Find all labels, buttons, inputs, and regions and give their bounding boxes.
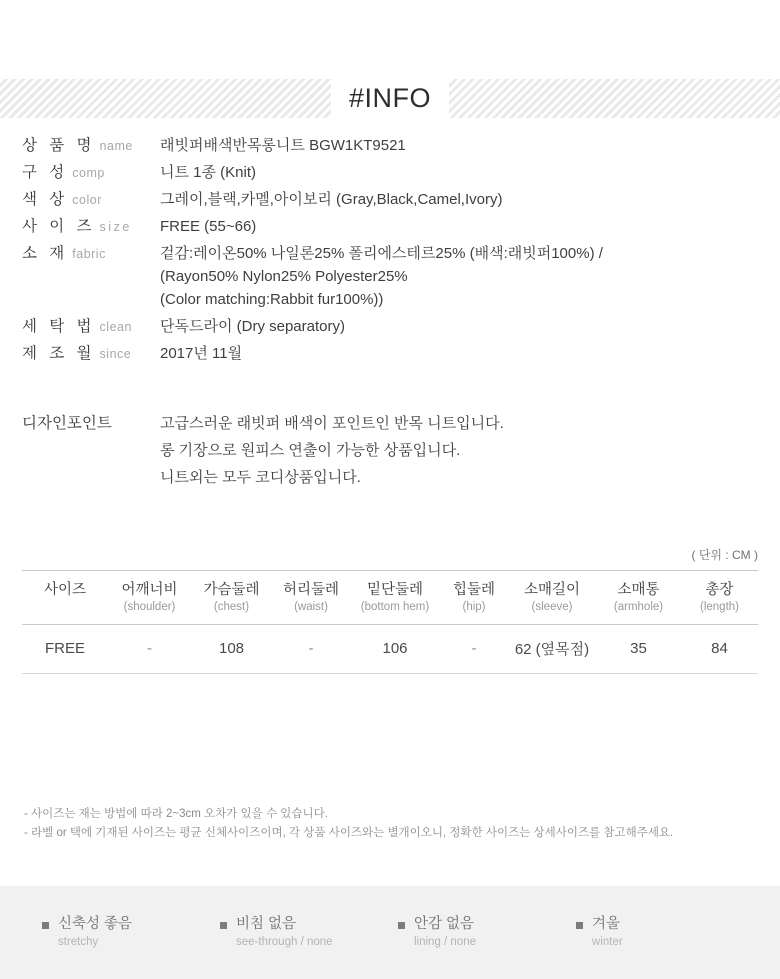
- attribute-label-ko: 비침 없음: [236, 916, 297, 932]
- size-table-header-row: [22, 571, 758, 625]
- spec-label-en: comp: [72, 166, 105, 180]
- col-label-en: (shoulder): [123, 601, 176, 613]
- cell-bottom-hem: 106: [350, 625, 440, 674]
- attribute-label-en: lining / none: [414, 936, 477, 948]
- spec-label-en: size: [99, 220, 132, 234]
- size-unit-note: ( 단위 : CM ): [691, 548, 758, 562]
- design-point-line: 롱 기장으로 원피스 연출이 가능한 상품입니다.: [160, 442, 461, 459]
- col-label-en: (hip): [462, 601, 486, 613]
- spec-value-line: 2017년 11월: [160, 345, 243, 362]
- spec-value-line: 겉감:레이온50% 나일론25% 폴리에스테르25% (배색:래빗퍼100%) /: [160, 245, 603, 262]
- col-label-en: (length): [700, 601, 739, 613]
- note-line: - 라벨 or 택에 기재된 사이즈는 평균 신체사이즈이며, 각 상품 사이즈와는 별개이오니, 정확한 사이즈는 상세사이즈를 참고해주세요.: [24, 827, 674, 839]
- spec-value-size: [160, 215, 256, 238]
- design-point-line: 니트외는 모두 코디상품입니다.: [160, 469, 361, 486]
- size-notes: [24, 805, 764, 843]
- spec-label-since: [22, 342, 160, 365]
- col-label-en: (sleeve): [531, 601, 573, 613]
- spec-label-ko: 사 이 즈: [22, 218, 96, 235]
- design-point-text: [160, 410, 504, 491]
- attribute-text: [592, 915, 623, 950]
- design-point-line: 고급스러운 래빗퍼 배색이 포인트인 반목 니트입니다.: [160, 415, 504, 432]
- spec-list: [22, 134, 758, 369]
- cell-sleeve: 62 (옆목점): [508, 625, 596, 674]
- spec-row-comp: [22, 161, 758, 184]
- spec-value-line: 래빗퍼배색반목롱니트 BGW1KT9521: [160, 137, 406, 154]
- design-point-block: [22, 410, 504, 491]
- attribute-label-ko: 안감 없음: [414, 916, 475, 932]
- spec-label-color: [22, 188, 160, 211]
- spec-row-color: [22, 188, 758, 211]
- cell-armhole: 35: [596, 625, 681, 674]
- cell-waist: -: [272, 625, 350, 674]
- col-label-ko: 힙둘레: [452, 582, 496, 598]
- spec-value-since: [160, 342, 242, 365]
- size-col-size: [22, 571, 108, 625]
- spec-row-fabric: [22, 242, 758, 311]
- col-label-en: (chest): [213, 601, 250, 613]
- spec-label-ko: 소 재: [22, 245, 69, 262]
- cell-size: FREE: [22, 625, 108, 674]
- spec-label-en: color: [72, 193, 102, 207]
- attribute-label-en: stretchy: [58, 936, 99, 948]
- spec-row-clean: [22, 315, 758, 338]
- size-col-waist: [272, 571, 350, 625]
- spec-value-color: [160, 188, 502, 211]
- spec-value-line: 단독드라이 (Dry separatory): [160, 318, 345, 335]
- size-table: [22, 570, 758, 674]
- spec-label-ko: 세 탁 법: [22, 318, 96, 335]
- size-col-sleeve: [508, 571, 596, 625]
- col-label-ko: 어깨너비: [121, 582, 178, 598]
- spec-label-comp: [22, 161, 160, 184]
- attribute-text: [414, 915, 476, 950]
- spec-value-line: FREE (55~66): [160, 218, 257, 235]
- spec-value-comp: [160, 161, 256, 184]
- size-col-chest: [191, 571, 272, 625]
- attribute-stretchy: [34, 915, 212, 950]
- spec-label-fabric: [22, 242, 160, 265]
- spec-row-size: [22, 215, 758, 238]
- col-label-ko: 소매통: [617, 582, 660, 598]
- attribute-bar-inner: [0, 915, 780, 950]
- spec-label-size: [22, 215, 160, 238]
- cell-hip: -: [440, 625, 508, 674]
- attribute-text: [58, 915, 132, 950]
- spec-row-since: [22, 342, 758, 365]
- col-label-en: (waist): [294, 601, 328, 613]
- spec-value-line: (Color matching:Rabbit fur100%)): [160, 291, 384, 308]
- col-label-ko: 가슴둘레: [203, 582, 260, 598]
- col-label-ko: 총장: [705, 582, 734, 598]
- square-bullet-icon: [220, 922, 227, 929]
- spec-value-line: 그레이,블랙,카멜,아이보리 (Gray,Black,Camel,Ivory): [160, 191, 503, 208]
- size-col-shoulder: [108, 571, 191, 625]
- spec-row-name: [22, 134, 758, 157]
- cell-length: 84: [681, 625, 758, 674]
- spec-value-name: [160, 134, 406, 157]
- spec-label-en: fabric: [72, 247, 106, 261]
- attribute-label-ko: 겨울: [592, 916, 621, 932]
- size-col-length: [681, 571, 758, 625]
- col-label-ko: 소매길이: [523, 582, 581, 598]
- col-label-ko: 사이즈: [43, 582, 87, 598]
- spec-label-en: since: [99, 347, 132, 361]
- spec-value-line: (Rayon50% Nylon25% Polyester25%: [160, 268, 408, 285]
- size-table-head: [22, 571, 758, 625]
- note-line: - 사이즈는 재는 방법에 따라 2~3cm 오차가 있을 수 있습니다.: [24, 808, 328, 820]
- design-point-label: 디자인포인트: [22, 415, 112, 432]
- square-bullet-icon: [398, 922, 405, 929]
- attribute-bar: [0, 886, 780, 979]
- info-banner: [0, 79, 780, 118]
- attribute-season: [568, 915, 746, 950]
- cell-shoulder: -: [108, 625, 191, 674]
- spec-label-en: name: [99, 139, 133, 153]
- info-banner-title: #INFO: [331, 79, 449, 118]
- spec-value-clean: [160, 315, 345, 338]
- spec-label-ko: 상 품 명: [22, 137, 96, 154]
- square-bullet-icon: [576, 922, 583, 929]
- spec-label-ko: 색 상: [22, 191, 69, 208]
- spec-label-ko: 제 조 월: [22, 345, 96, 362]
- size-col-bottom-hem: [350, 571, 440, 625]
- spec-value-fabric: [160, 242, 603, 311]
- spec-label-clean: [22, 315, 160, 338]
- attribute-text: [236, 915, 333, 950]
- cell-chest: 108: [191, 625, 272, 674]
- attribute-label-en: see-through / none: [236, 936, 333, 948]
- col-label-ko: 허리둘레: [282, 582, 340, 598]
- size-table-body: [22, 625, 758, 674]
- attribute-lining: [390, 915, 568, 950]
- attribute-label-en: winter: [592, 936, 623, 948]
- col-label-en: (bottom hem): [360, 601, 430, 613]
- size-col-hip: [440, 571, 508, 625]
- attribute-see-through: [212, 915, 390, 950]
- spec-label-en: clean: [99, 320, 132, 334]
- col-label-en: (armhole): [613, 601, 664, 613]
- size-col-armhole: [596, 571, 681, 625]
- table-row: [22, 625, 758, 674]
- attribute-label-ko: 신축성 좋음: [58, 916, 133, 932]
- spec-label-ko: 구 성: [22, 164, 69, 181]
- spec-label-name: [22, 134, 160, 157]
- spec-value-line: 니트 1종 (Knit): [160, 164, 256, 181]
- square-bullet-icon: [42, 922, 49, 929]
- col-label-ko: 밑단둘레: [366, 582, 424, 598]
